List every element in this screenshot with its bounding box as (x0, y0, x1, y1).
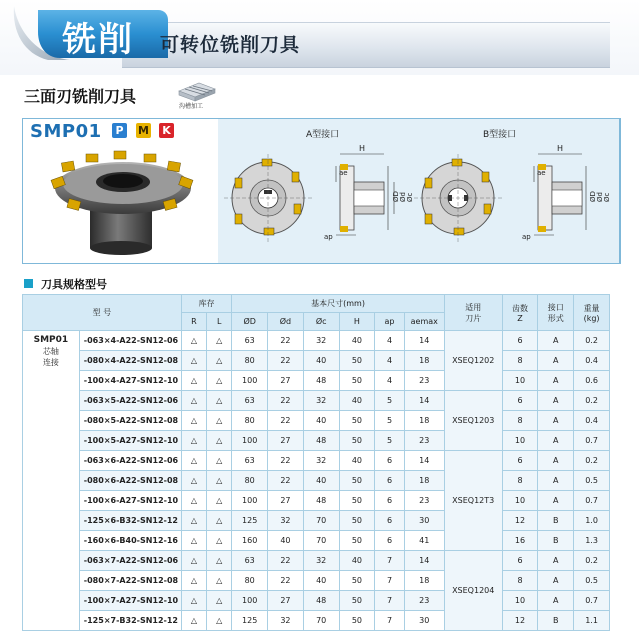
model-cell: -063×7-A22-SN12-06 (79, 551, 181, 571)
insert-cell: XSEQ1202 (444, 331, 502, 391)
insert-cell: XSEQ12T3 (444, 451, 502, 551)
interface-form-cell: A (538, 331, 574, 351)
dia-bore-cell: 22 (268, 411, 304, 431)
teeth-cell: 8 (502, 351, 538, 371)
series-line1: 芯轴 (42, 347, 59, 356)
col-stock-l: L (207, 313, 232, 331)
teeth-cell: 10 (502, 371, 538, 391)
aemax-cell: 23 (404, 371, 444, 391)
table-row (23, 371, 610, 391)
interface-form-cell: A (538, 391, 574, 411)
dia-d-cell: 80 (232, 571, 268, 591)
interface-form-cell: B (538, 511, 574, 531)
interface-form-cell: A (538, 371, 574, 391)
aemax-cell: 23 (404, 591, 444, 611)
dia-bore-cell: 27 (268, 491, 304, 511)
table-row (23, 411, 610, 431)
ap-cell: 4 (375, 351, 404, 371)
stock-l-cell: △ (207, 591, 232, 611)
model-cell: -080×4-A22-SN12-08 (79, 351, 181, 371)
interface-form-cell: A (538, 411, 574, 431)
stock-l-cell: △ (207, 471, 232, 491)
weight-cell: 0.7 (574, 591, 610, 611)
table-row (23, 551, 610, 571)
interface-form-cell: B (538, 531, 574, 551)
dia-bore-cell: 32 (268, 511, 304, 531)
model-cell: -100×5-A27-SN12-10 (79, 431, 181, 451)
h-cell: 50 (339, 371, 375, 391)
dia-d-cell: 100 (232, 591, 268, 611)
stock-l-cell: △ (207, 351, 232, 371)
dia-c-cell: 48 (303, 491, 339, 511)
teeth-cell: 12 (502, 511, 538, 531)
col-dia-d: ØD (232, 313, 268, 331)
table-row (23, 471, 610, 491)
spec-heading: 刀具规格型号 (41, 278, 107, 291)
interface-form-cell: B (538, 611, 574, 631)
product-model: SMP01 (30, 121, 102, 142)
h-cell: 50 (339, 591, 375, 611)
dia-bore-cell: 22 (268, 391, 304, 411)
dia-d-cell: 63 (232, 551, 268, 571)
dia-bore-cell: 27 (268, 371, 304, 391)
stock-r-cell: △ (181, 451, 206, 471)
spec-table (22, 294, 610, 631)
dim-d-a: ØD (392, 191, 400, 202)
interface-form-cell: A (538, 451, 574, 471)
stock-r-cell: △ (181, 531, 206, 551)
model-cell: -100×7-A27-SN12-10 (79, 591, 181, 611)
dia-bore-cell: 40 (268, 531, 304, 551)
ap-cell: 5 (375, 391, 404, 411)
weight-cell: 1.1 (574, 611, 610, 631)
stock-r-cell: △ (181, 511, 206, 531)
dia-bore-cell: 27 (268, 591, 304, 611)
dia-d-cell: 80 (232, 471, 268, 491)
ap-cell: 7 (375, 571, 404, 591)
model-cell: -080×7-A22-SN12-08 (79, 571, 181, 591)
model-cell: -125×7-B32-SN12-12 (79, 611, 181, 631)
dia-c-cell: 48 (303, 431, 339, 451)
interface-b-front-view (414, 154, 502, 242)
teeth-cell: 10 (502, 431, 538, 451)
stock-l-cell: △ (207, 371, 232, 391)
dim-dc-b: Øc (603, 192, 611, 202)
stock-l-cell: △ (207, 511, 232, 531)
spec-heading-marker (24, 279, 33, 288)
h-cell: 50 (339, 531, 375, 551)
aemax-cell: 18 (404, 471, 444, 491)
material-badge-k: K (159, 123, 174, 138)
stock-r-cell: △ (181, 411, 206, 431)
dim-h-a: H (358, 144, 366, 153)
ap-cell: 6 (375, 531, 404, 551)
interface-a-front-view (224, 154, 312, 242)
dia-c-cell: 32 (303, 451, 339, 471)
h-cell: 40 (339, 451, 375, 471)
stock-r-cell: △ (181, 351, 206, 371)
teeth-cell: 10 (502, 591, 538, 611)
stock-r-cell: △ (181, 391, 206, 411)
ap-cell: 4 (375, 331, 404, 351)
dia-bore-cell: 27 (268, 431, 304, 451)
dia-c-cell: 48 (303, 371, 339, 391)
dim-dd-a: Ød (399, 192, 407, 202)
aemax-cell: 18 (404, 411, 444, 431)
stock-l-cell: △ (207, 611, 232, 631)
col-aemax: aemax (404, 313, 444, 331)
table-row (23, 571, 610, 591)
h-cell: 50 (339, 351, 375, 371)
stock-l-cell: △ (207, 531, 232, 551)
stock-l-cell: △ (207, 551, 232, 571)
h-cell: 50 (339, 411, 375, 431)
weight-cell: 0.2 (574, 551, 610, 571)
teeth-cell: 6 (502, 451, 538, 471)
h-cell: 50 (339, 511, 375, 531)
dim-ap-a: ap (324, 233, 333, 241)
stock-l-cell: △ (207, 491, 232, 511)
model-cell: -080×5-A22-SN12-08 (79, 411, 181, 431)
aemax-cell: 23 (404, 431, 444, 451)
interface-b-side-view (522, 144, 611, 241)
model-cell: -063×5-A22-SN12-06 (79, 391, 181, 411)
interface-a-label: A型接口 (306, 130, 340, 140)
h-cell: 50 (339, 491, 375, 511)
insert-cell: XSEQ1203 (444, 391, 502, 451)
dia-d-cell: 125 (232, 511, 268, 531)
stock-l-cell: △ (207, 391, 232, 411)
h-cell: 50 (339, 471, 375, 491)
dia-c-cell: 40 (303, 411, 339, 431)
ap-cell: 6 (375, 471, 404, 491)
series-line2: 连接 (42, 358, 59, 367)
col-dia-bore: Ød (268, 313, 304, 331)
cutter-product-image (48, 148, 198, 256)
teeth-cell: 16 (502, 531, 538, 551)
stock-r-cell: △ (181, 331, 206, 351)
series-cell (23, 331, 80, 631)
stock-r-cell: △ (181, 571, 206, 591)
teeth-cell: 10 (502, 491, 538, 511)
dia-bore-cell: 22 (268, 331, 304, 351)
table-row (23, 591, 610, 611)
table-row (23, 431, 610, 451)
dia-d-cell: 63 (232, 391, 268, 411)
interface-form-cell: A (538, 491, 574, 511)
stock-r-cell: △ (181, 431, 206, 451)
interface-form-cell: A (538, 471, 574, 491)
col-h: H (339, 313, 375, 331)
dia-d-cell: 125 (232, 611, 268, 631)
ap-cell: 7 (375, 591, 404, 611)
teeth-cell: 12 (502, 611, 538, 631)
col-stock: 库存 (181, 295, 231, 313)
dia-bore-cell: 22 (268, 551, 304, 571)
stock-r-cell: △ (181, 591, 206, 611)
dim-ae-b: ae (537, 169, 546, 177)
series-name: SMP01 (33, 335, 69, 345)
ap-cell: 5 (375, 431, 404, 451)
teeth-cell: 8 (502, 571, 538, 591)
h-cell: 50 (339, 611, 375, 631)
stock-r-cell: △ (181, 371, 206, 391)
dia-c-cell: 32 (303, 331, 339, 351)
dia-c-cell: 70 (303, 611, 339, 631)
dia-d-cell: 100 (232, 431, 268, 451)
aemax-cell: 14 (404, 331, 444, 351)
dim-h-b: H (556, 144, 564, 153)
ap-cell: 6 (375, 491, 404, 511)
dim-d-b: ØD (589, 191, 597, 202)
model-cell: -160×6-B40-SN12-16 (79, 531, 181, 551)
col-model: 型 号 (23, 295, 182, 331)
ap-cell: 6 (375, 511, 404, 531)
dim-dc-a: Øc (406, 192, 414, 202)
ap-cell: 7 (375, 551, 404, 571)
model-cell: -100×4-A27-SN12-10 (79, 371, 181, 391)
dia-d-cell: 160 (232, 531, 268, 551)
col-weight: 重量 (kg) (574, 295, 610, 331)
aemax-cell: 30 (404, 611, 444, 631)
dim-ap-b: ap (522, 233, 531, 241)
weight-cell: 0.5 (574, 571, 610, 591)
aemax-cell: 18 (404, 351, 444, 371)
weight-cell: 1.3 (574, 531, 610, 551)
table-row (23, 511, 610, 531)
dia-d-cell: 63 (232, 331, 268, 351)
model-cell: -063×4-A22-SN12-06 (79, 331, 181, 351)
aemax-cell: 23 (404, 491, 444, 511)
dia-c-cell: 70 (303, 511, 339, 531)
weight-cell: 0.5 (574, 471, 610, 491)
weight-cell: 0.2 (574, 451, 610, 471)
col-insert: 适用 刀片 (444, 295, 502, 331)
weight-cell: 0.2 (574, 391, 610, 411)
dia-c-cell: 40 (303, 571, 339, 591)
table-row (23, 351, 610, 371)
teeth-cell: 6 (502, 551, 538, 571)
ap-cell: 5 (375, 411, 404, 431)
col-ap: ap (375, 313, 404, 331)
col-stock-r: R (181, 313, 206, 331)
weight-cell: 1.0 (574, 511, 610, 531)
dia-bore-cell: 22 (268, 571, 304, 591)
table-row (23, 611, 610, 631)
model-cell: -063×6-A22-SN12-06 (79, 451, 181, 471)
col-teeth: 齿数 Z (502, 295, 538, 331)
h-cell: 50 (339, 431, 375, 451)
dim-ae-a: ae (339, 169, 348, 177)
h-cell: 40 (339, 391, 375, 411)
interface-form-cell: A (538, 571, 574, 591)
teeth-cell: 6 (502, 331, 538, 351)
stock-l-cell: △ (207, 571, 232, 591)
dia-d-cell: 100 (232, 371, 268, 391)
table-row (23, 531, 610, 551)
col-dia-c: Øc (303, 313, 339, 331)
model-cell: -100×6-A27-SN12-10 (79, 491, 181, 511)
interface-form-cell: A (538, 431, 574, 451)
dia-bore-cell: 22 (268, 471, 304, 491)
weight-cell: 0.4 (574, 411, 610, 431)
dia-c-cell: 48 (303, 591, 339, 611)
dia-bore-cell: 22 (268, 351, 304, 371)
stock-r-cell: △ (181, 551, 206, 571)
dia-c-cell: 40 (303, 471, 339, 491)
stock-r-cell: △ (181, 611, 206, 631)
page-banner (0, 0, 639, 75)
weight-cell: 0.7 (574, 431, 610, 451)
ap-cell: 6 (375, 451, 404, 471)
dia-d-cell: 100 (232, 491, 268, 511)
weight-cell: 0.2 (574, 331, 610, 351)
aemax-cell: 14 (404, 551, 444, 571)
interface-form-cell: A (538, 591, 574, 611)
material-badge-p: P (112, 123, 127, 138)
dia-c-cell: 32 (303, 391, 339, 411)
banner-tab-text: 铣削 (62, 20, 134, 60)
col-basic-dims: 基本尺寸(mm) (232, 295, 444, 313)
stock-r-cell: △ (181, 491, 206, 511)
dia-bore-cell: 22 (268, 451, 304, 471)
dia-c-cell: 32 (303, 551, 339, 571)
ap-cell: 4 (375, 371, 404, 391)
dia-c-cell: 40 (303, 351, 339, 371)
h-cell: 50 (339, 571, 375, 591)
dim-dd-b: Ød (596, 192, 604, 202)
h-cell: 40 (339, 331, 375, 351)
table-row (23, 331, 610, 351)
teeth-cell: 8 (502, 471, 538, 491)
aemax-cell: 14 (404, 451, 444, 471)
section-title: 三面刃铣削刀具 (24, 87, 137, 106)
h-cell: 40 (339, 551, 375, 571)
stock-l-cell: △ (207, 451, 232, 471)
model-cell: -125×6-B32-SN12-12 (79, 511, 181, 531)
table-row (23, 451, 610, 471)
stock-l-cell: △ (207, 411, 232, 431)
dia-c-cell: 70 (303, 531, 339, 551)
aemax-cell: 18 (404, 571, 444, 591)
dia-d-cell: 80 (232, 351, 268, 371)
teeth-cell: 8 (502, 411, 538, 431)
interface-form-cell: A (538, 351, 574, 371)
col-interface: 接口 形式 (538, 295, 574, 331)
stock-l-cell: △ (207, 331, 232, 351)
stock-r-cell: △ (181, 471, 206, 491)
weight-cell: 0.4 (574, 351, 610, 371)
aemax-cell: 14 (404, 391, 444, 411)
stock-l-cell: △ (207, 431, 232, 451)
interface-a-side-view (324, 144, 414, 241)
weight-cell: 0.7 (574, 491, 610, 511)
model-cell: -080×6-A22-SN12-08 (79, 471, 181, 491)
material-badge-m: M (136, 123, 151, 138)
aemax-cell: 30 (404, 511, 444, 531)
interface-form-cell: A (538, 551, 574, 571)
groove-machining-label: 沟槽加工 (179, 103, 204, 110)
technical-drawing (222, 140, 618, 260)
dia-d-cell: 63 (232, 451, 268, 471)
interface-b-label: B型接口 (483, 130, 517, 140)
insert-cell: XSEQ1204 (444, 551, 502, 631)
dia-d-cell: 80 (232, 411, 268, 431)
dia-bore-cell: 32 (268, 611, 304, 631)
table-row (23, 491, 610, 511)
weight-cell: 0.6 (574, 371, 610, 391)
aemax-cell: 41 (404, 531, 444, 551)
ap-cell: 7 (375, 611, 404, 631)
table-row (23, 391, 610, 411)
teeth-cell: 6 (502, 391, 538, 411)
page-title: 可转位铣削刀具 (160, 34, 301, 56)
